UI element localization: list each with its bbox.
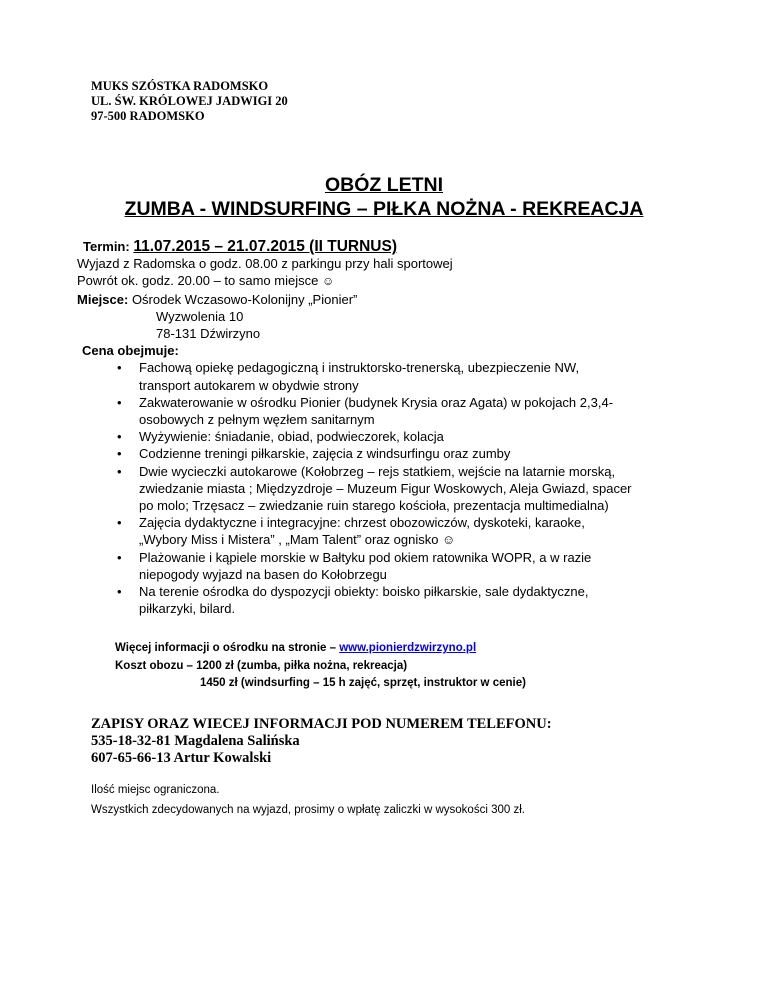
list-item: • Fachową opiekę pedagogiczną i instruktorsko-trenerską, ubezpieczenie NW, transport autokarem w obydwie strony [117,360,580,393]
list-item: • Na terenie ośrodka do dyspozycji obiekty: boisko piłkarskie, sale dydaktyczne, piłkarzyki, bilard. [117,584,589,617]
termin-line [77,238,717,255]
price-includes-list [77,359,717,617]
bullet-icon: • [117,429,122,445]
bullet-icon: • [117,360,122,376]
bullet-icon: • [117,584,122,600]
contact-phone-1: 535-18-32-81 Magdalena Salińska [91,733,300,749]
organization-header [91,79,288,124]
info-section [115,640,526,693]
list-item: • Zakwaterowanie w ośrodku Pionier (budynek Krysia oraz Agata) w pokojach 2,3,4- osobowych z pełnym węzłem sanitarnym [117,394,614,428]
list-item: • Wyżywienie: śniadanie, obiad, podwieczorek, kolacja [117,429,444,445]
place-name: Ośrodek Wczasowo-Kolonijny „Pionier” [131,291,358,307]
place-street: Wyzwolenia 10 [156,308,244,324]
termin-label: Termin: [83,239,130,254]
bullet-icon: • [117,446,122,462]
cost-line-1: Koszt obozu – 1200 zł (zumba, piłka nożna, rekreacja) [115,659,408,672]
list-item: • Plażowanie i kąpiele morskie w Bałtyku pod okiem ratownika WOPR, a w razie niepogody wyjazd na basen do Kołobrzegu [117,549,592,582]
return-text: Powrót ok. godz. 20.00 – to samo miejsce [77,273,319,289]
place-city: 78-131 Dźwirzyno [156,326,261,342]
org-street: UL. ŚW. KRÓLOWEJ JADWIGI 20 [91,94,288,108]
website-link[interactable]: www.pionierdzwirzyno.pl [339,642,477,654]
termin-value: 11.07.2015 – 21.07.2015 (II TURNUS) [133,238,398,255]
org-city: 97-500 RADOMSKO [91,109,205,123]
return-info [77,272,717,290]
more-info-line [115,640,526,658]
footer-notes [91,780,525,820]
bullet-icon: • [117,463,122,479]
bullet-icon: • [117,394,122,410]
bullet-icon: • [117,515,122,531]
cost-line-2: 1450 zł (windsurfing – 15 h zajęć, sprzęt, instruktor w cenie) [200,677,526,689]
contact-section [91,716,552,767]
document-subtitle: ZUMBA - WINDSURFING – PIŁKA NOŻNA - REKREACJA [124,198,644,220]
price-includes-label: Cena obejmuje: [82,343,179,359]
more-info-text: Więcej informacji o ośrodku na stronie – [115,642,340,654]
list-item: • Dwie wycieczki autokarowe (Kołobrzeg – rejs statkiem, wejście na latarnie morską, zwiedzanie miasta ; Międzyzdroje – Muzeum Figur Woskowych, Aleja Gwiazd, spacer po molo; Trzęsacz – zwiedzanie ruin starego kościoła, prezentacja multimedialna) [117,463,632,514]
list-item: • Codzienne treningi piłkarskie, zajęcia z windsurfingu oraz zumby [117,446,511,462]
contact-phone-2: 607-65-66-13 Artur Kowalski [91,750,272,766]
place-label: Miejsce: [77,291,129,307]
org-name: MUKS SZÓSTKA RADOMSKO [91,79,269,93]
list-item: • Zajęcia dydaktyczne i integracyjne: chrzest obozowiczów, dyskoteki, karaoke, „Wybory Miss i Mistera” , „Mam Talent” oraz ognisko ☺ [117,515,585,548]
document-body [77,238,717,617]
footer-line-1: Ilość miejsc ograniczona. [91,784,220,796]
document-title: OBÓZ LETNI [324,174,444,196]
departure-info: Wyjazd z Radomska o godz. 08.00 z parkingu przy hali sportowej [77,256,453,272]
contact-heading: ZAPISY ORAZ WIECEJ INFORMACJI POD NUMEREM TELEFONU: [91,716,552,732]
footer-line-2: Wszystkich zdecydowanych na wyjazd, prosimy o wpłatę zaliczki w wysokości 300 zł. [91,804,525,816]
bullet-icon: • [117,549,122,565]
smiley-icon: ☺ [321,274,335,289]
place-line [77,291,717,308]
